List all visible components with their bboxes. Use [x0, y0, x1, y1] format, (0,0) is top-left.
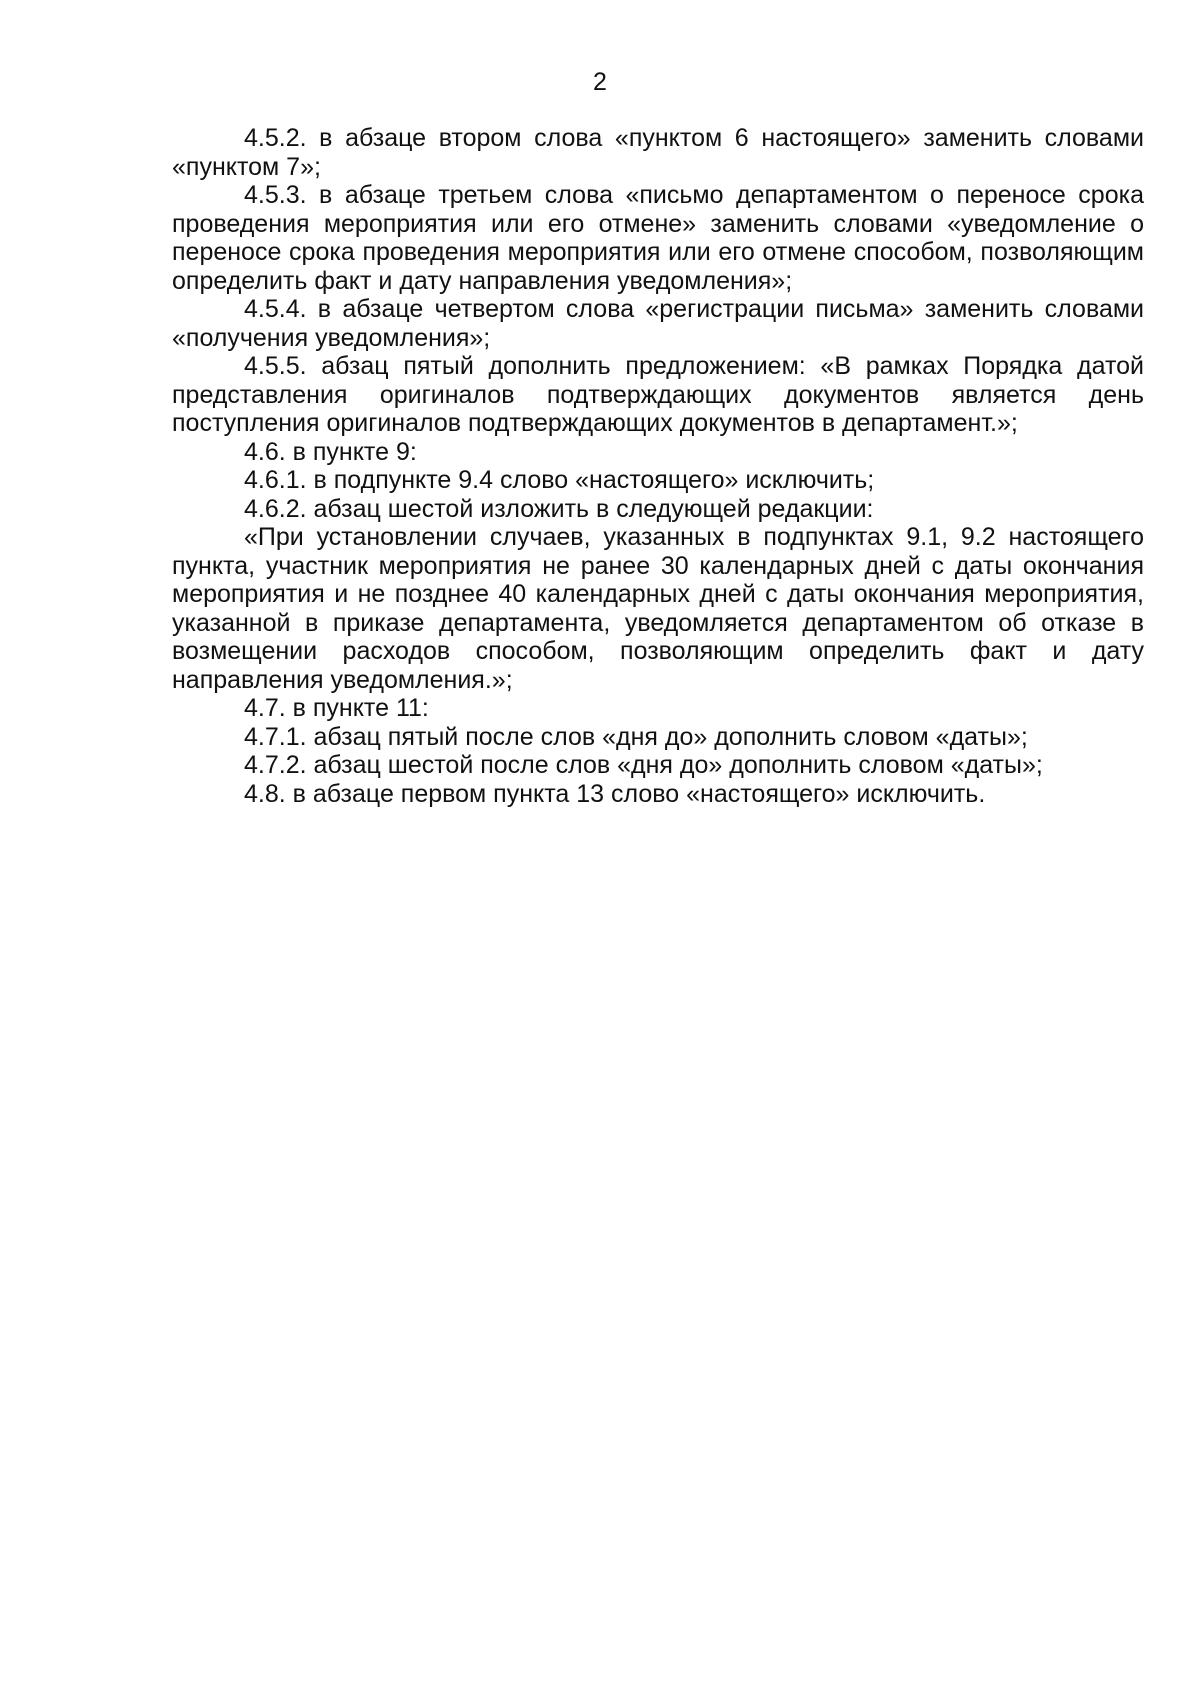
paragraph-4-5-5: 4.5.5. абзац пятый дополнить предложением: «В рамках Порядка датой представления оригиналов подтверждающих документов является день поступления оригиналов подтверждающих документов в департамент.»;	[172, 352, 1144, 437]
page-number: 2	[593, 68, 607, 96]
paragraph-4-5-2: 4.5.2. в абзаце втором слова «пунктом 6 настоящего» заменить словами «пунктом 7»;	[172, 124, 1144, 181]
paragraph-4-6: 4.6. в пункте 9:	[244, 437, 417, 466]
paragraph-4-8: 4.8. в абзаце первом пункта 13 слово «настоящего» исключить.	[244, 779, 986, 808]
paragraph-4-7-2: 4.7.2. абзац шестой после слов «дня до» дополнить словом «даты»;	[244, 751, 1043, 779]
paragraph-4-6-2: 4.6.2. абзац шестой изложить в следующей редакции:	[244, 494, 874, 523]
paragraph-4-7-1: 4.7.1. абзац пятый после слов «дня до» дополнить словом «даты»;	[244, 722, 1028, 751]
paragraph-4-5-4: 4.5.4. в абзаце четвертом слова «регистрации письма» заменить словами «получения уведомления»;	[172, 295, 1144, 352]
paragraph-4-7: 4.7. в пункте 11:	[244, 694, 429, 722]
paragraph-quoted-text: «При установлении случаев, указанных в подпунктах 9.1, 9.2 настоящего пункта, участник мероприятия не ранее 30 календарных дней с даты окончания мероприятия и не позднее 40 календарных дней с даты окончания мероприятия, указанной в приказе департамента, уведомляется департаментом об отказе в возмещении расходов способом, позволяющим определить факт и дату направления уведомления.»;	[172, 523, 1144, 694]
paragraph-4-6-1: 4.6.1. в подпункте 9.4 слово «настоящего» исключить;	[244, 466, 875, 494]
paragraph-4-5-3: 4.5.3. в абзаце третьем слова «письмо департаментом о переносе срока проведения мероприятия или его отмене» заменить словами «уведомление о переносе срока проведения мероприятия или его отмене способом, позволяющим определить факт и дату направления уведомления»;	[172, 181, 1144, 295]
document-body	[172, 124, 1144, 808]
